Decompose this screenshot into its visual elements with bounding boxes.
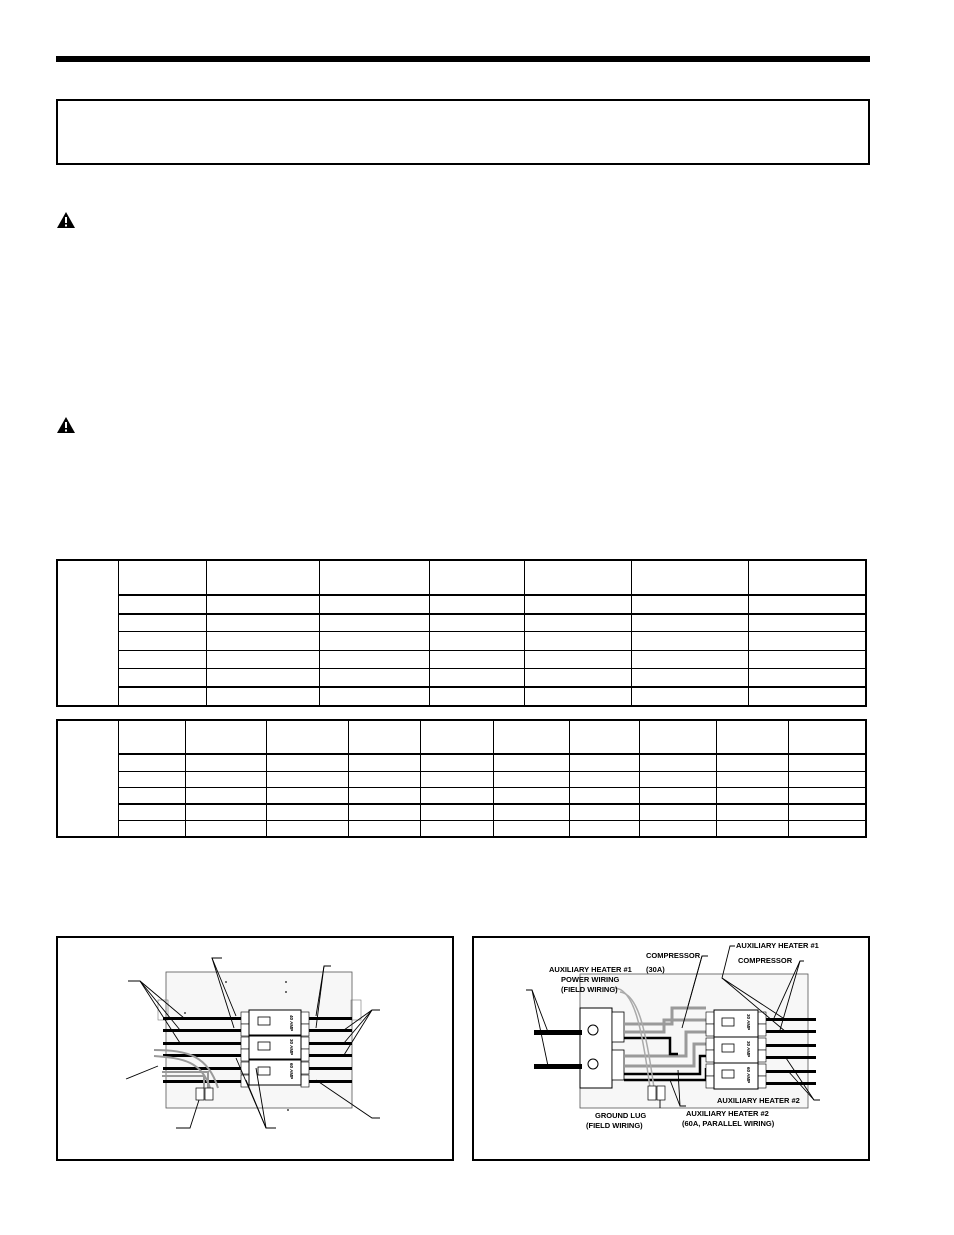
wire-line [534,1064,582,1069]
breaker-rating: 60 AMP [289,1063,294,1080]
label-field-wiring: (FIELD WIRING) [561,985,618,994]
table-header-row [57,560,866,595]
wire-line [308,1017,352,1020]
breaker-rating: 40 AMP [289,1015,294,1032]
circuit-breaker-icon [714,1037,758,1063]
circuit-breaker-icon [714,1063,758,1089]
breaker-rating: 30 AMP [746,1041,751,1058]
field-wiring-box [580,1008,612,1088]
label-compressor-top: COMPRESSOR [646,951,701,960]
wire-line [308,1054,352,1057]
breaker-rating: 60 AMP [746,1067,751,1084]
table-row [57,820,866,837]
label-compressor-right: COMPRESSOR [738,956,793,965]
wiring-diagram-right [474,938,868,1159]
wiring-figure-right [472,936,870,1161]
label-ground-field-wiring: (FIELD WIRING) [586,1121,643,1130]
breaker-rating: 30 AMP [746,1014,751,1031]
top-rule [56,56,870,62]
wire-line [766,1082,816,1085]
row-header-cell [57,560,119,706]
ground-terminal-icon [205,1088,213,1100]
table-row [57,595,866,614]
label-auxiliary-heater-2-bottom: AUXILIARY HEATER #2 [686,1109,769,1118]
wire-line [766,1044,816,1047]
breaker-rating: 30 AMP [289,1039,294,1056]
table-row [57,669,866,687]
wire-line [766,1070,816,1073]
wire-line [766,1030,816,1033]
wire-line [163,1054,243,1057]
wire-line [163,1067,243,1070]
wire-line [766,1056,816,1059]
circuit-breaker-icon [714,1010,758,1037]
label-auxiliary-heater-1-power: AUXILIARY HEATER #1 [549,965,632,974]
ground-lug-icon [648,1086,656,1100]
label-power-wiring: POWER WIRING [561,975,620,984]
circuit-breaker-icon [249,1036,301,1059]
wiring-diagram-left [58,938,452,1159]
label-auxiliary-heater-2-right: AUXILIARY HEATER #2 [717,1096,800,1105]
table-row [57,754,866,771]
ground-terminal-icon [196,1088,204,1100]
wiring-figure-left [56,936,454,1161]
table-row [57,787,866,804]
circuit-breaker-icon [249,1010,301,1035]
table-header-row [57,720,866,754]
warning-icon [56,211,78,231]
label-ground-lug: GROUND LUG [595,1111,647,1120]
label-30a: (30A) [646,965,665,974]
table-row [57,804,866,820]
label-auxiliary-heater-1-top: AUXILIARY HEATER #1 [736,941,819,950]
table-row [57,687,866,706]
wire-line [308,1080,352,1083]
spec-table-2 [56,719,867,838]
spec-table-1 [56,559,867,707]
note-box [56,99,870,165]
warning-icon [56,416,78,436]
table-row [57,632,866,651]
wire-line [308,1042,352,1045]
wire-line [308,1067,352,1070]
table-row [57,771,866,787]
wire-line [163,1042,243,1045]
table-row [57,614,866,632]
label-60a-parallel: (60A, PARALLEL WIRING) [682,1119,775,1128]
table-row [57,651,866,669]
ground-lug-icon [657,1086,665,1100]
wire-line [766,1018,816,1021]
wire-line [163,1029,243,1032]
row-header-cell [57,720,119,837]
